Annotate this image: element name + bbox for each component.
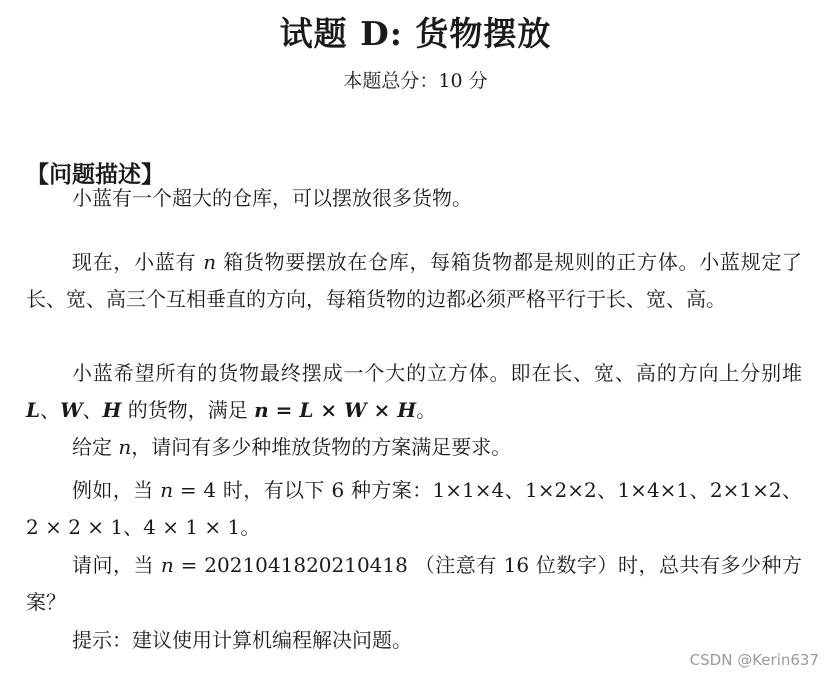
paragraph-cube: 小蓝希望所有的货物最终摆成一个大的立方体。即在长、宽、高的方向上分别堆 L、W、H 的货物，满足 n = L × W × H。 (26, 361, 802, 422)
variable-H: H (102, 398, 122, 422)
formula: n = L × W × H (254, 398, 417, 422)
paragraph-example: 例如，当 n = 4 时，有以下 6 种方案：1×1×4、1×2×2、1×4×1、2×1×2、2 × 2 × 1、4 × 1 × 1。 (26, 478, 802, 539)
paragraph-intro: 小蓝有一个超大的仓库，可以摆放很多货物。 (72, 186, 472, 210)
paragraph-hint: 提示：建议使用计算机编程解决问题。 (72, 628, 412, 652)
problem-title: 试题 D: 货物摆放 (279, 14, 552, 53)
paragraph-question: 请问，当 n = 2021041820210418 （注意有 16 位数字）时，总共有多少种方案？ (26, 553, 802, 614)
variable-W: W (60, 398, 83, 422)
variable-L: L (26, 398, 41, 422)
paragraph-given: 给定 n，请问有多少种堆放货物的方案满足要求。 (72, 435, 512, 459)
total-score: 本题总分：10 分 (343, 70, 488, 92)
variable-n: n (203, 250, 217, 274)
csdn-watermark: CSDN @Kerin637 (689, 651, 819, 669)
variable-n: n (160, 553, 174, 577)
variable-n: n (160, 478, 174, 502)
section-heading: 【问题描述】 (26, 162, 164, 188)
variable-n: n (118, 435, 132, 459)
paragraph-boxes: 现在，小蓝有 n 箱货物要摆放在仓库，每箱货物都是规则的正方体。小蓝规定了长、宽、高三个互相垂直的方向，每箱货物的边都必须严格平行于长、宽、高。 (26, 250, 803, 311)
